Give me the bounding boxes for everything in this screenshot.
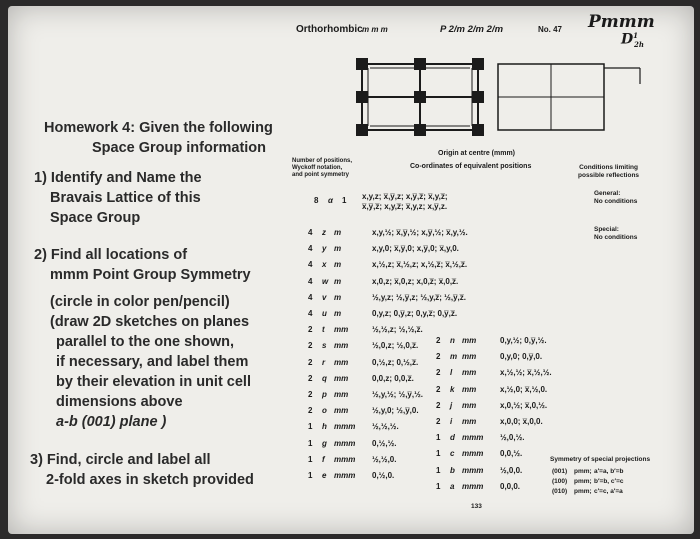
- homework-title: [44, 118, 273, 158]
- row-site-symmetry: m: [334, 228, 342, 237]
- q2-note-line: by their elevation in unit cell: [56, 374, 251, 390]
- row-multiplicity: 4: [308, 244, 313, 254]
- row-wyckoff-letter: g: [322, 438, 327, 448]
- row-site-symmetry: mmm: [334, 438, 356, 448]
- row-multiplicity: 1: [308, 471, 313, 480]
- positions-heading-line: Number of positions,: [292, 158, 352, 164]
- row-wyckoff-letter: d: [450, 433, 455, 443]
- q2-line: mmm Point Group Symmetry: [50, 267, 251, 283]
- position-row: [308, 244, 459, 253]
- general-coords-line: x,y,z; x̅,y̅,z; x,y̅,z̅; x̅,y,z̅;: [362, 192, 448, 201]
- row-multiplicity: 4: [308, 276, 313, 286]
- q2-note-line: (draw 2D sketches on planes: [50, 314, 250, 330]
- short-symbol: Pmmm: [588, 12, 655, 32]
- position-row: [308, 422, 399, 431]
- position-row: [308, 260, 467, 269]
- position-row: [436, 482, 520, 491]
- general-coords-line: x̅,y̅,z̅; x,y,z̅; x̅,y,z; x,y̅,z.: [362, 202, 448, 211]
- general-row: [314, 196, 358, 205]
- general-conditions: [594, 190, 637, 206]
- projection-axis: (001): [552, 468, 568, 475]
- projection-vectors: b′=b, c′=c: [594, 478, 624, 485]
- position-row: [308, 358, 418, 367]
- row-site-symmetry: mm: [334, 357, 349, 367]
- row-site-symmetry: mm: [462, 400, 477, 410]
- row-site-symmetry: mm: [462, 368, 477, 378]
- position-row: [436, 352, 542, 361]
- q1-line: 1) Identify and Name the: [34, 170, 202, 186]
- row-wyckoff-letter: v: [322, 292, 327, 302]
- position-row: [308, 374, 414, 383]
- position-row: [308, 277, 458, 286]
- row-multiplicity: 1: [436, 481, 441, 491]
- row-coordinates: 0,y,0; 0,y̅,0.: [500, 352, 543, 362]
- positions-heading-line: and point symmetry: [292, 172, 350, 178]
- row-coordinates: ½,y,½; ½,y̅,½.: [372, 390, 423, 399]
- position-row: [436, 466, 522, 475]
- schoenflies-sup: 1: [633, 31, 639, 40]
- row-multiplicity: 4: [308, 309, 313, 318]
- row-coordinates: ½,0,0.: [500, 465, 523, 475]
- row-multiplicity: 2: [308, 390, 313, 399]
- row-coordinates: x,y,½; x̅,y̅,½; x,y̅,½; x̅,y,½.: [372, 228, 468, 237]
- row-site-symmetry: mm: [462, 384, 477, 394]
- row-wyckoff-letter: w: [322, 276, 329, 286]
- schoenflies-sub: 2h: [634, 40, 644, 50]
- row-site-symmetry: mm: [334, 373, 349, 383]
- position-row: [308, 390, 423, 399]
- row-multiplicity: 1: [436, 433, 441, 443]
- position-row: [308, 341, 418, 350]
- row-coordinates: x,½,½; x̅,½,½.: [500, 368, 552, 378]
- position-row: [436, 401, 547, 410]
- row-site-symmetry: m: [334, 260, 342, 270]
- row-coordinates: ½,½,0.: [372, 454, 397, 464]
- row-coordinates: 0,0,0.: [500, 481, 521, 491]
- row-coordinates: x,0,0; x̅,0,0.: [500, 417, 543, 426]
- row-site-symmetry: 1: [342, 196, 347, 205]
- row-multiplicity: 2: [308, 357, 313, 367]
- general-condition: No conditions: [594, 198, 638, 205]
- row-coordinates: x,0,½; x̅,0,½.: [500, 400, 548, 410]
- row-wyckoff-letter: p: [322, 390, 327, 399]
- row-site-symmetry: m: [334, 292, 342, 302]
- row-multiplicity: 1: [436, 465, 441, 475]
- row-multiplicity: 1: [308, 454, 313, 464]
- row-coordinates: ½,½,½.: [372, 422, 399, 432]
- row-wyckoff-letter: n: [450, 336, 455, 345]
- row-multiplicity: 2: [308, 325, 313, 335]
- crystal-system: Orthorhombic: [296, 24, 363, 35]
- row-coordinates: 0,y,z; 0,y̅,z; 0,y,z̅; 0,y̅,z̅.: [372, 309, 458, 318]
- q2-line: 2) Find all locations of: [34, 247, 188, 263]
- projections-heading: Symmetry of special projections: [550, 456, 651, 463]
- position-row: [308, 471, 394, 480]
- row-wyckoff-letter: z: [322, 228, 326, 237]
- row-wyckoff-letter: k: [450, 384, 455, 394]
- row-multiplicity: 2: [308, 406, 313, 416]
- row-wyckoff-letter: x: [322, 260, 327, 270]
- row-site-symmetry: mm: [462, 417, 477, 426]
- conditions-heading-line: possible reflections: [578, 172, 640, 179]
- conditions-heading-line: Conditions limiting: [579, 164, 638, 171]
- row-site-symmetry: mmm: [462, 449, 484, 459]
- row-site-symmetry: mmm: [334, 454, 356, 464]
- positions-heading-line: Wyckoff notation,: [292, 165, 343, 171]
- question-1: [34, 168, 202, 228]
- position-row: [436, 417, 543, 426]
- q2-note-line: parallel to the one shown,: [56, 334, 235, 350]
- position-row: [308, 455, 396, 464]
- row-coordinates: x,½,z; x̅,½,z; x,½,z̅; x̅,½,z̅.: [372, 260, 468, 270]
- row-coordinates: 0,y,½; 0,y̅,½.: [500, 336, 547, 345]
- row-coordinates: x,0,z; x̅,0,z; x,0,z̅; x̅,0,z̅.: [372, 276, 459, 286]
- row-site-symmetry: m: [334, 309, 342, 318]
- q3-line: 3) Find, circle and label all: [30, 452, 211, 468]
- conditions-heading: [578, 164, 639, 180]
- row-multiplicity: 8: [314, 196, 319, 205]
- projection-group: pmm;: [574, 478, 592, 485]
- row-coordinates: ½,0,½.: [500, 433, 525, 443]
- projection-row: [552, 488, 654, 495]
- position-row: [436, 433, 524, 442]
- question-2: [34, 245, 251, 285]
- projection-row: [552, 478, 654, 485]
- row-wyckoff-letter: y: [322, 244, 327, 254]
- title-line-1: Homework 4: Given the following: [44, 120, 273, 136]
- row-site-symmetry: mm: [462, 336, 477, 345]
- origin-note: Origin at centre (mmm): [438, 150, 516, 157]
- row-site-symmetry: mm: [334, 406, 349, 416]
- row-site-symmetry: mm: [462, 352, 477, 362]
- row-wyckoff-letter: c: [450, 449, 455, 459]
- row-coordinates: 0,½,½.: [372, 438, 397, 448]
- position-row: [436, 449, 522, 458]
- position-row: [308, 309, 457, 318]
- general-label: General:: [594, 190, 621, 197]
- row-multiplicity: 2: [436, 368, 441, 378]
- row-wyckoff-letter: i: [450, 417, 453, 426]
- row-wyckoff-letter: q: [322, 373, 327, 383]
- row-site-symmetry: mm: [334, 390, 349, 399]
- row-coordinates: 0,½,0.: [372, 471, 395, 480]
- q2-note-line: if necessary, and label them: [56, 354, 249, 370]
- row-multiplicity: 1: [436, 449, 441, 459]
- q3-line: 2-fold axes in sketch provided: [46, 472, 254, 488]
- row-wyckoff-letter: t: [322, 325, 325, 335]
- row-coordinates: x,y,0; x̅,y̅,0; x,y̅,0; x̅,y,0.: [372, 244, 459, 254]
- projection-group: pmm;: [574, 488, 592, 495]
- row-wyckoff-letter: h: [322, 422, 327, 432]
- row-site-symmetry: mmm: [334, 471, 356, 480]
- row-multiplicity: 2: [308, 373, 313, 383]
- point-group: m m m: [362, 25, 388, 34]
- row-wyckoff-letter: s: [322, 341, 327, 351]
- row-site-symmetry: mmm: [462, 481, 484, 491]
- row-multiplicity: 2: [436, 336, 441, 345]
- position-row: [308, 325, 423, 334]
- projection-vectors: a′=a, b′=b: [594, 468, 624, 475]
- space-group-number: No. 47: [538, 25, 563, 34]
- q2-note-line: dimensions above: [56, 394, 183, 410]
- row-multiplicity: 4: [308, 292, 313, 302]
- page-number: 133: [471, 503, 482, 510]
- row-coordinates: 0,½,z; 0,½,z̅.: [372, 357, 419, 367]
- row-site-symmetry: mmm: [462, 465, 484, 475]
- row-multiplicity: 2: [436, 352, 441, 362]
- row-multiplicity: 2: [436, 384, 441, 394]
- position-row: [436, 385, 547, 394]
- row-wyckoff-letter: u: [322, 309, 327, 318]
- row-coordinates: ½,y,0; ½,y̅,0.: [372, 406, 419, 416]
- projection-axis: (010): [552, 488, 568, 495]
- row-multiplicity: 2: [308, 341, 313, 351]
- question-2-note: [50, 292, 251, 432]
- row-wyckoff-letter: b: [450, 465, 455, 475]
- general-position-diagram: [498, 64, 640, 130]
- position-row: [308, 228, 468, 237]
- row-wyckoff-letter: r: [322, 357, 326, 367]
- row-wyckoff-letter: α: [328, 196, 333, 205]
- projection-row: [552, 468, 654, 475]
- row-coordinates: ½,½,z; ½,½,z̅.: [372, 325, 423, 335]
- row-site-symmetry: mmm: [334, 422, 356, 432]
- row-multiplicity: 4: [308, 228, 313, 237]
- row-multiplicity: 1: [308, 438, 313, 448]
- row-site-symmetry: mmm: [462, 433, 484, 443]
- row-coordinates: 0,0,½.: [500, 449, 523, 459]
- full-symbol: P 2/m 2/m 2/m: [440, 24, 504, 35]
- row-coordinates: x,½,0; x̅,½,0.: [500, 384, 548, 394]
- position-row: [436, 368, 552, 377]
- position-row: [308, 439, 396, 448]
- positions-heading: [292, 158, 352, 179]
- special-conditions: [594, 226, 637, 242]
- special-condition: No conditions: [594, 234, 638, 241]
- q1-line: Space Group: [50, 210, 141, 226]
- row-multiplicity: 2: [436, 400, 441, 410]
- row-wyckoff-letter: f: [322, 454, 325, 464]
- projection-group: pmm;: [574, 468, 592, 475]
- row-wyckoff-letter: o: [322, 406, 327, 416]
- projection-vectors: c′=c, a′=a: [594, 488, 623, 495]
- schoenflies-symbol: [621, 31, 644, 49]
- position-row: [308, 293, 466, 302]
- row-wyckoff-letter: a: [450, 481, 455, 491]
- row-coordinates: ½,y,z; ½,y̅,z; ½,y,z̅; ½,y̅,z̅.: [372, 292, 466, 302]
- row-wyckoff-letter: l: [450, 368, 453, 378]
- row-wyckoff-letter: e: [322, 471, 327, 480]
- row-wyckoff-letter: j: [450, 400, 453, 410]
- schoenflies-letter: D: [621, 31, 634, 48]
- row-site-symmetry: mm: [334, 325, 349, 335]
- q2-note-line: a-b (001) plane ): [56, 414, 167, 430]
- general-row-coords: [362, 192, 448, 212]
- row-coordinates: 0,0,z; 0,0,z̅.: [372, 373, 414, 383]
- row-multiplicity: 1: [308, 422, 313, 432]
- position-row: [436, 336, 547, 345]
- row-coordinates: ½,0,z; ½,0,z̅.: [372, 341, 419, 351]
- special-label: Special:: [594, 226, 619, 233]
- row-multiplicity: 4: [308, 260, 313, 270]
- projection-axis: (100): [552, 478, 568, 485]
- position-row: [308, 406, 419, 415]
- row-site-symmetry: m: [334, 276, 342, 286]
- row-site-symmetry: m: [334, 244, 342, 254]
- symmetry-diagrams: [340, 48, 660, 148]
- row-site-symmetry: mm: [334, 341, 349, 351]
- question-3: [30, 450, 254, 490]
- q1-line: Bravais Lattice of this: [50, 190, 201, 206]
- title-line-2: Space Group information: [92, 140, 267, 156]
- q2-note-line: (circle in color pen/pencil): [50, 294, 230, 310]
- row-wyckoff-letter: m: [450, 352, 458, 362]
- row-multiplicity: 2: [436, 417, 441, 426]
- coordinates-heading: Co-ordinates of equivalent positions: [410, 163, 532, 170]
